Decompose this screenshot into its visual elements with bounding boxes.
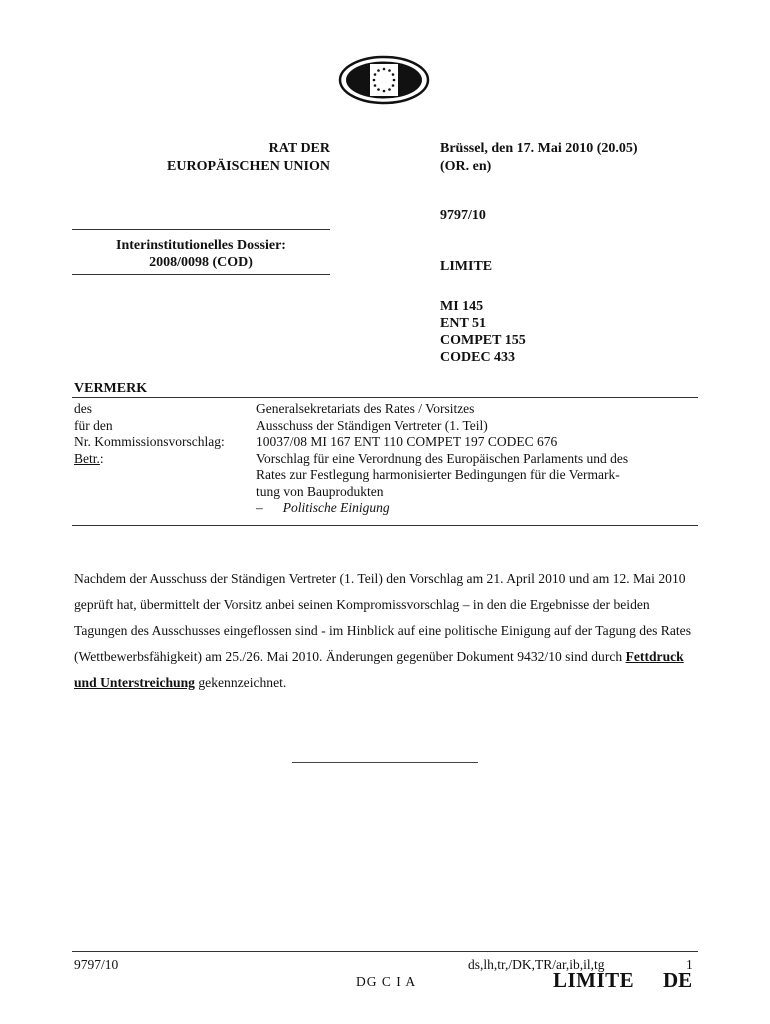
- subject-label: [74, 451, 256, 517]
- end-rule: [292, 762, 478, 763]
- meta-row-subject: [74, 451, 696, 517]
- org-line-1: RAT DER: [268, 141, 330, 156]
- meta-value: Ausschuss der Ständigen Vertreter (1. Teil): [256, 417, 488, 433]
- body-paragraph: [74, 566, 698, 696]
- meta-row-from: [74, 401, 696, 418]
- body-text-end: gekennzeichnet.: [194, 675, 287, 690]
- subject-line: tung von Bauprodukten: [256, 483, 384, 499]
- meta-label: Nr. Kommissionsvorschlag:: [74, 434, 225, 449]
- original-language: (OR. en): [440, 159, 492, 174]
- org-line-2: EUROPÄISCHEN UNION: [167, 159, 330, 174]
- interinstitutional-dossier: [72, 237, 330, 271]
- subject-codes: [440, 298, 526, 366]
- meta-label: für den: [74, 417, 113, 433]
- subject-line: Rates zur Festlegung harmonisierter Bedingungen für die Vermark-: [256, 467, 620, 482]
- meta-value: Generalsekretariats des Rates / Vorsitzes: [256, 401, 475, 416]
- meta-row-to: [74, 418, 696, 435]
- subject-text: [256, 451, 696, 517]
- date-line: Brüssel, den 17. Mai 2010 (20.05): [440, 141, 638, 156]
- note-title: VERMERK: [74, 381, 148, 396]
- subject-item-text: Politische Einigung: [282, 500, 390, 515]
- dossier-label: Interinstitutionelles Dossier:: [116, 238, 286, 253]
- footer-directorate: DG C I A: [356, 974, 417, 989]
- dossier-top-rule: [72, 229, 330, 230]
- meta-label: des: [74, 401, 92, 416]
- footer-classification: LIMITE: [553, 968, 635, 992]
- meta-row-proposal: [74, 434, 696, 451]
- code-item: COMPET 155: [440, 333, 526, 348]
- code-item: ENT 51: [440, 316, 487, 331]
- subject-line: Vorschlag für eine Verordnung des Europäischen Parlaments und des: [256, 450, 629, 466]
- dossier-number: 2008/0098 (COD): [149, 255, 253, 270]
- issuing-organization: [70, 140, 330, 176]
- document-number: 9797/10: [440, 208, 486, 223]
- meta-value: 10037/08 MI 167 ENT 110 COMPET 197 CODEC 676: [256, 434, 558, 449]
- classification-label: LIMITE: [440, 259, 493, 274]
- body-text: Nachdem der Ausschuss der Ständigen Vertreter (1. Teil) den Vorschlag am 21. April 2010 und am 12. Mai 2010 geprüft hat, übermittelt der Vorsitz anbei seinen Kompromissvorschlag – in den die Ergebnisse der beiden Tagungen des Ausschusses eingeflossen sind - im Hinblick auf eine politische Einigung auf der Tagung des Rates (Wettbewerbsfähigkeit) am 25./26. Mai 2010. Änderungen gegenüber Dokument 9432/10 sind durch: [74, 571, 691, 664]
- body-emphasis: Fettdruck und Unterstreichung: [74, 649, 684, 690]
- code-item: CODEC 433: [440, 350, 516, 365]
- subject-label-colon: :: [99, 450, 104, 466]
- dossier-bottom-rule: [72, 274, 330, 275]
- document-date: [440, 140, 638, 176]
- council-logo: [338, 55, 430, 105]
- note-bottom-rule: [72, 525, 698, 526]
- subject-dash: –: [256, 500, 263, 515]
- footer-page-number: 1: [686, 957, 693, 972]
- footer-doc-number: 9797/10: [74, 957, 119, 972]
- footer-rule: [72, 951, 698, 952]
- code-item: MI 145: [440, 299, 484, 314]
- footer-language: DE: [663, 968, 693, 992]
- note-top-rule: [72, 397, 698, 398]
- subject-item: [256, 500, 696, 517]
- note-metadata: [74, 401, 696, 517]
- footer-initials: ds,lh,tr,/DK,TR/ar,ib,il,tg: [468, 957, 605, 972]
- subject-label-text: Betr.: [74, 450, 100, 466]
